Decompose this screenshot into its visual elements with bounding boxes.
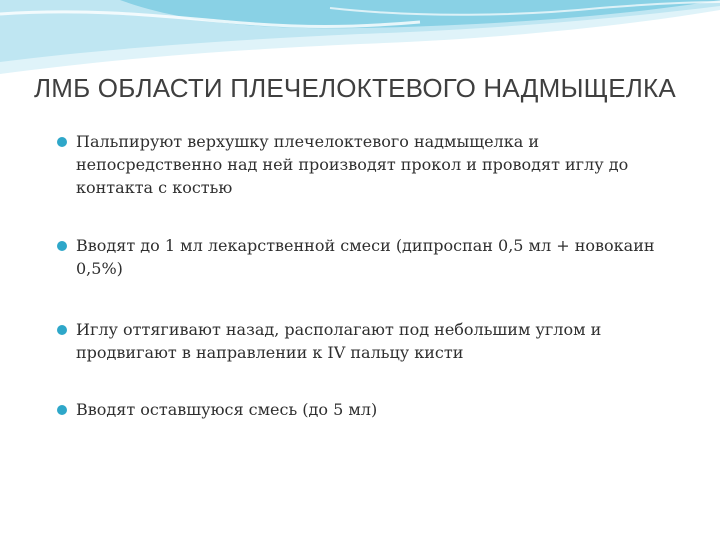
bullet-icon	[57, 325, 67, 335]
bullet-item-1: Пальпируют верхушку плечелоктевого надмыщелка и непосредственно над ней производят прокол и проводят иглу до контакта с костью	[76, 132, 629, 197]
bullet-item-2: Вводят до 1 мл лекарственной смеси (дипроспан 0,5 мл + новокаин 0,5%)	[76, 236, 655, 278]
slide-title: ЛМБ ОБЛАСТИ ПЛЕЧЕЛОКТЕВОГО НАДМЫЩЕЛКА	[34, 73, 676, 103]
bullet-icon	[57, 405, 67, 415]
bullet-item-3: Иглу оттягивают назад, располагают под небольшим углом и продвигают в направлении к IV пальцу кисти	[76, 320, 602, 362]
bullet-icon	[57, 137, 67, 147]
bullet-icon	[57, 241, 67, 251]
bullet-item-4: Вводят оставшуюся смесь (до 5 мл)	[76, 400, 378, 419]
